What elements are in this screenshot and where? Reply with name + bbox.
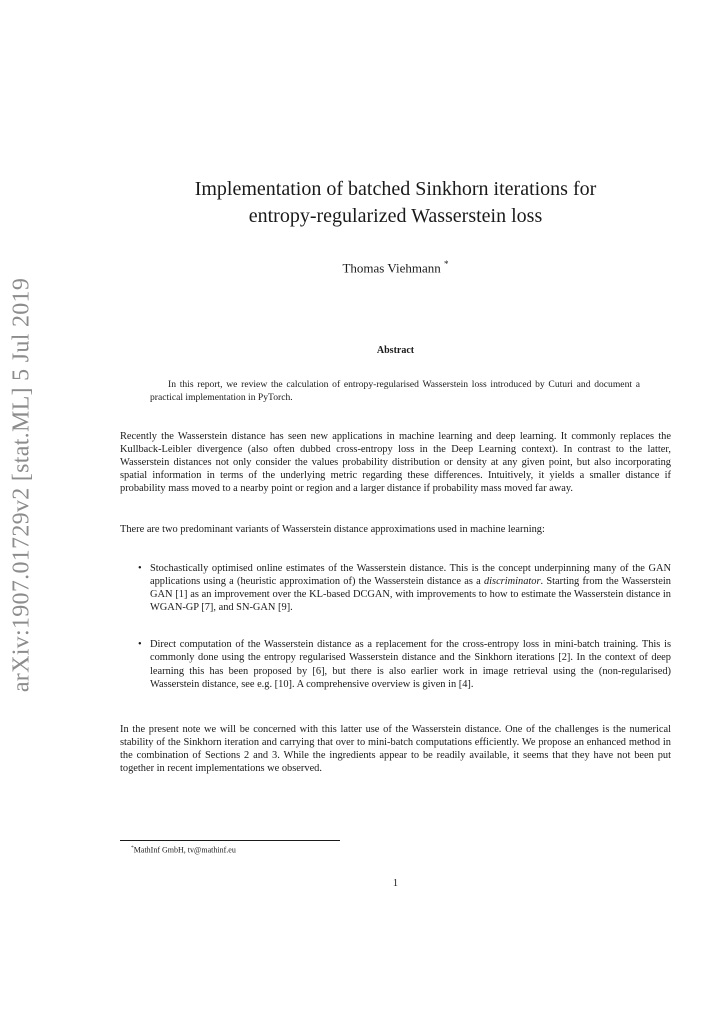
title-line-1: Implementation of batched Sinkhorn iterations for <box>194 178 597 200</box>
bullet-2-text: Direct computation of the Wasserstein distance as a replacement for the cross-entropy loss in mini-batch training. This is commonly done using the entropy regularised Wasserstein distance and the Sinkhorn iterations [2]. In the context of deep learning this has been proposed by [6], but there is also earlier work in image retrieval using the (non-regularised) Wasserstein distance, see e.g. [10]. A comprehensive overview is given in [4]. <box>150 639 671 690</box>
footnote-mark: * <box>131 845 134 851</box>
footnote-text: MathInf GmbH, tv@mathinf.eu <box>133 845 236 855</box>
paper-title <box>120 176 671 230</box>
footnote <box>131 845 236 855</box>
bullet-1-text-b: . Starting from the Wasserstein GAN [1] as an improvement over the KL-based DCGAN, with improvements to how to estimate the Wasserstein distance in WGAN-GP [7], and SN-GAN [9]. <box>150 576 671 614</box>
author-footnote-mark: * <box>443 259 449 269</box>
footnote-divider <box>120 840 340 841</box>
list-item <box>138 562 671 614</box>
variants-list <box>138 562 671 715</box>
arxiv-identifier-stamp <box>2 277 42 693</box>
intro-paragraph-3: In the present note we will be concerned with this latter use of the Wasserstein distance. One of the challenges is the numerical stability of the Sinkhorn iteration and carrying that over to mini-batch computations efficiently. We propose an enhanced method in the combination of Sections 2 and 3. While the ingredients appear to be readily available, it seems that they have not been put together in recent implementations we observed. <box>120 724 671 775</box>
bullet-1-emphasis: discriminator <box>483 576 541 588</box>
list-item <box>138 638 671 690</box>
bullet-1-text-a: Stochastically optimised online estimates of the Wasserstein distance. This is the concept underpinning many of the GAN applications using a (heuristic approximation of) the Wasserstein distance as a <box>150 563 671 588</box>
bullet-symbol: • <box>138 639 142 651</box>
title-line-2: entropy-regularized Wasserstein loss <box>248 205 543 227</box>
bullet-symbol: • <box>138 563 142 574</box>
arxiv-identifier-text: arXiv:1907.01729v2 [stat.ML] 5 Jul 2019 <box>8 277 35 693</box>
author-name: Thomas Viehmann <box>342 260 441 276</box>
intro-paragraph-2: There are two predominant variants of Wasserstein distance approximations used in machine learning: <box>120 524 545 535</box>
abstract-heading: Abstract <box>376 345 415 356</box>
intro-paragraph-1: Recently the Wasserstein distance has seen new applications in machine learning and deep learning. It commonly replaces the Kullback-Leibler divergence (also often dubbed cross-entropy loss in the Deep Learning context). In contrast to the latter, Wasserstein distances not only consider the values probability distribution or density at any given point, but also incorporating spatial information in terms of the underlying metric regarding these differences. Intuitively, it yields a smaller distance if probability mass moved to a nearby point or region and a larger distance if probability mass moved far away. <box>120 431 671 495</box>
page-number: 1 <box>392 878 399 889</box>
author-line <box>120 259 671 276</box>
abstract-body: In this report, we review the calculation of entropy-regularised Wasserstein loss introduced by Cuturi and document a practical implementation in PyTorch. <box>150 379 640 403</box>
